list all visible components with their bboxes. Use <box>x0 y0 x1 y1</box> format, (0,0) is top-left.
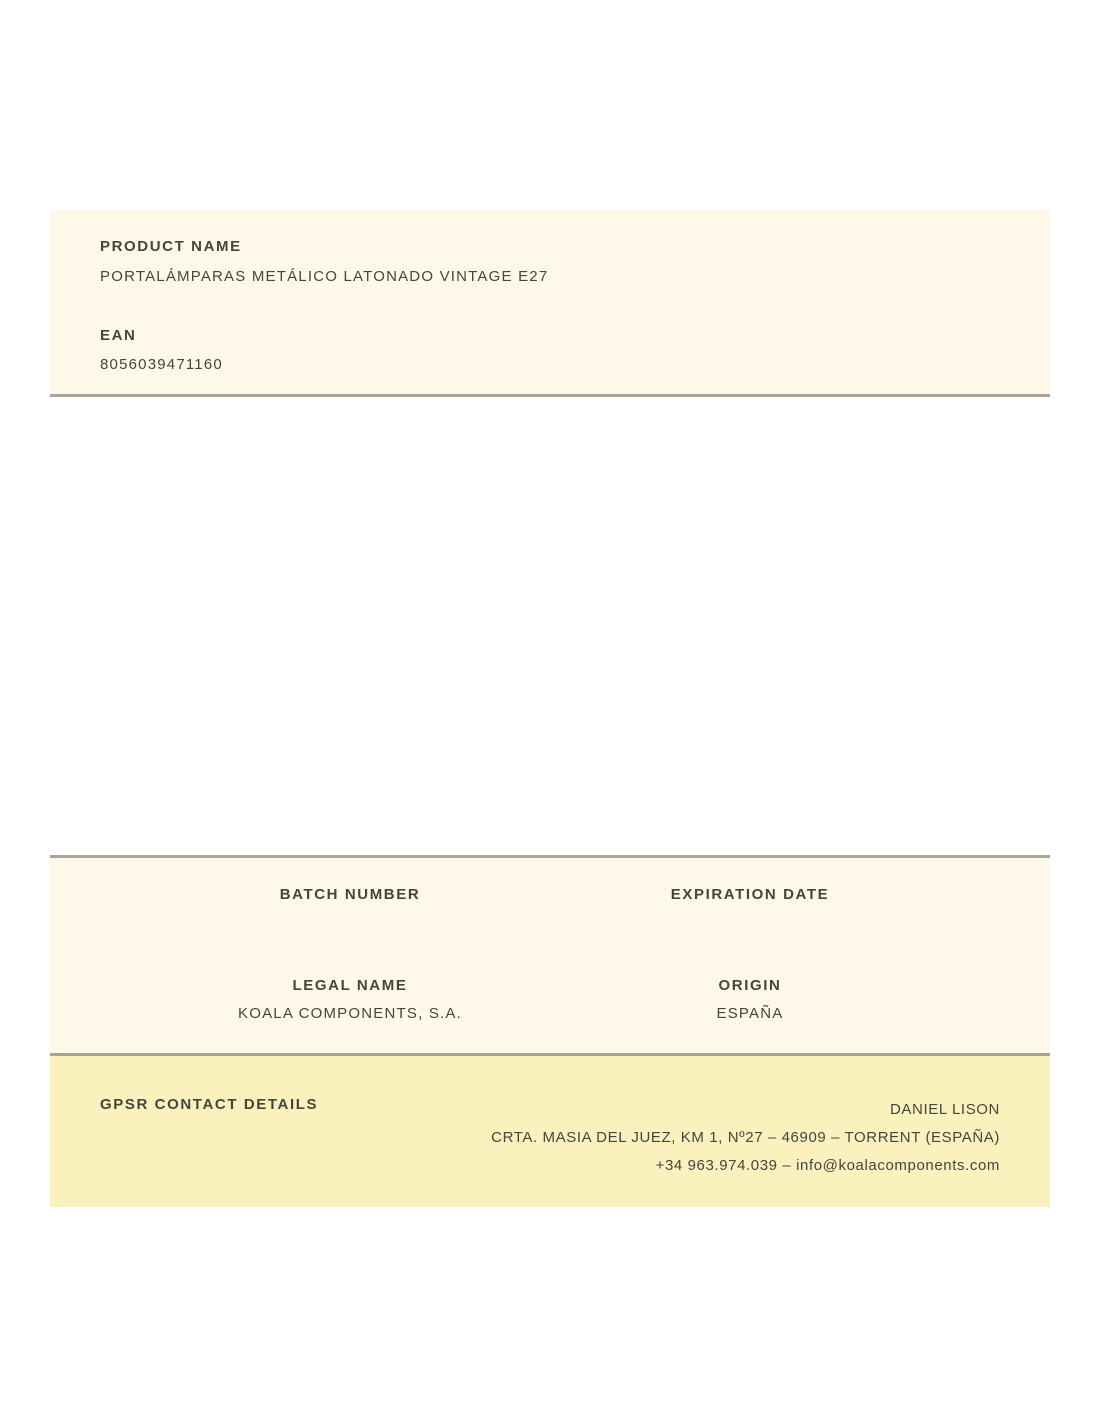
gpsr-contact-row <box>100 1096 1000 1180</box>
batch-legal-panel <box>50 855 1050 1056</box>
contact-name: DANIEL LISON <box>889 1101 1000 1118</box>
origin-value: ESPAÑA <box>716 1004 784 1022</box>
contact-address: CRTA. MASIA DEL JUEZ, KM 1, Nº27 – 46909 – TORRENT (ESPAÑA) <box>491 1129 1000 1146</box>
product-info-panel <box>50 210 1050 397</box>
product-name-label: PRODUCT NAME <box>100 238 242 255</box>
batch-number-label: BATCH NUMBER <box>279 886 421 903</box>
batch-legal-right-column <box>550 886 950 1023</box>
ean-label: EAN <box>100 326 137 344</box>
batch-legal-left-column <box>150 886 550 1023</box>
gpsr-contact-lines <box>491 1096 1000 1180</box>
batch-legal-grid <box>150 886 950 1023</box>
gpsr-contact-panel <box>50 1056 1050 1207</box>
legal-name-label: LEGAL NAME <box>292 976 408 994</box>
gpsr-contact-label: GPSR CONTACT DETAILS <box>100 1096 319 1113</box>
ean-value: 8056039471160 <box>100 356 223 374</box>
origin-label: ORIGIN <box>718 976 782 994</box>
contact-phone-email: +34 963.974.039 – info@koalacomponents.com <box>655 1157 1000 1174</box>
product-name-value: PORTALÁMPARAS METÁLICO LATONADO VINTAGE E27 <box>100 267 549 285</box>
legal-name-value: KOALA COMPONENTS, S.A. <box>238 1004 462 1022</box>
expiration-date-label: EXPIRATION DATE <box>670 886 830 903</box>
